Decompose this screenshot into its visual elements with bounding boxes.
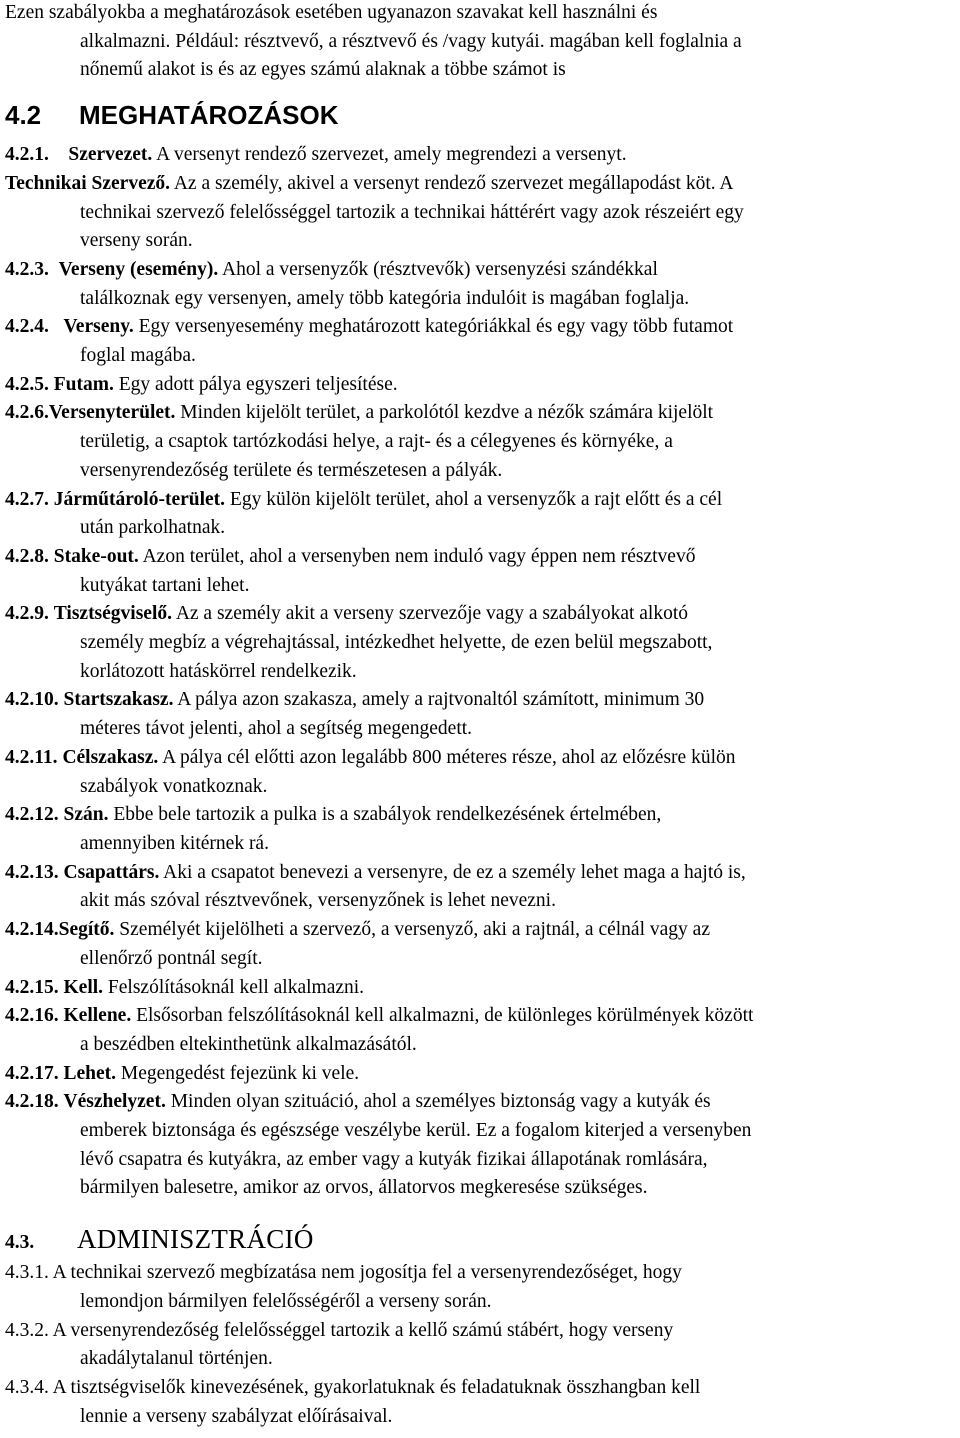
definition-term: Versenyterület.: [48, 402, 176, 424]
admin-item-4-3-4: [0, 1374, 960, 1431]
definition-text: Az a személy, akivel a versenyt rendező szervezet megállapodást köt. A: [170, 172, 734, 194]
definition-number: 4.2.8.: [5, 545, 49, 567]
definition-term: Vészhelyzet.: [63, 1091, 166, 1113]
definition-text: kutyákat tartani lehet.: [80, 574, 250, 596]
definition-4-2-9: [0, 600, 960, 686]
definition-text: technikai szervező felelősséggel tartozik a technikai háttérért vagy azok részeiért egy: [80, 201, 744, 223]
definition-4-2-4: [0, 313, 960, 370]
definition-4-2-5: [0, 371, 960, 400]
section-heading-4-2: [0, 101, 960, 141]
admin-item-4-3-1: [0, 1259, 960, 1316]
intro-paragraph: [0, 0, 960, 85]
definition-text: után parkolhatnak.: [80, 517, 226, 539]
definition-text: Felszólításoknál kell alkalmazni.: [103, 976, 365, 998]
definition-term: Kellene.: [63, 1005, 132, 1027]
definition-term: Verseny (esemény).: [58, 258, 219, 280]
definition-number: 4.2.1.: [5, 144, 49, 166]
definition-term: Verseny.: [63, 316, 134, 338]
definition-text: találkoznak egy versenyen, amely több kategória indulóit is magában foglalja.: [80, 287, 690, 309]
definition-term: Technikai Szervező.: [5, 172, 171, 194]
intro-line: alkalmazni. Például: résztvevő, a résztvevő és /vagy kutyái. magában kell foglalnia a: [80, 30, 742, 52]
definition-number: 4.2.17.: [5, 1062, 59, 1084]
definition-term: Stake-out.: [53, 545, 139, 567]
definition-number: 4.2.7.: [5, 488, 49, 510]
item-number: 4.3.1.: [5, 1262, 49, 1284]
item-text: lemondjon bármilyen felelősségéről a verseny során.: [80, 1290, 492, 1312]
definition-text: A versenyt rendező szervezet, amely megrendezi a versenyt.: [152, 144, 627, 166]
definition-4-2-15: [0, 974, 960, 1003]
definition-number: 4.2.12.: [5, 804, 59, 826]
definition-text: lévő csapatra és kutyákra, az ember vagy a kutyák fizikai állapotának romlására,: [80, 1148, 708, 1170]
definition-text: Aki a csapatot benevezi a versenyre, de ez a személy lehet maga a hajtó is,: [159, 861, 746, 883]
definition-term: Segítő.: [58, 919, 115, 941]
definition-text: akit más szóval résztvevőnek, versenyzőnek is lehet nevezni.: [80, 890, 556, 912]
definition-text: A pálya cél előtti azon legalább 800 méteres része, ahol az előzésre külön: [158, 746, 736, 768]
definition-text: amennyiben kitérnek rá.: [80, 832, 269, 854]
definition-number: 4.2.11.: [5, 746, 58, 768]
definition-4-2-8: [0, 543, 960, 600]
definition-text: korlátozott hatáskörrel rendelkezik.: [80, 660, 357, 682]
definition-text: méteres távot jelenti, ahol a segítség megengedett.: [80, 718, 473, 740]
admin-item-4-3-2: [0, 1317, 960, 1374]
definition-text: Ebbe bele tartozik a pulka is a szabályok rendelkezésének értelmében,: [108, 804, 662, 826]
definition-term: Lehet.: [63, 1062, 117, 1084]
definition-text: verseny során.: [80, 230, 193, 252]
section-title: ADMINISZTRÁCIÓ: [77, 1224, 314, 1255]
section-number: 4.3.: [5, 1232, 35, 1254]
definition-4-2-7: [0, 486, 960, 543]
definition-text: Egy külön kijelölt terület, ahol a versenyzők a rajt előtt és a cél: [225, 488, 723, 510]
definition-text: Ahol a versenyzők (résztvevők) versenyzési szándékkal: [218, 258, 658, 280]
definition-text: Az a személy akit a verseny szervezője vagy a szabályokat alkotó: [172, 603, 689, 625]
definition-text: szabályok vonatkoznak.: [80, 775, 268, 797]
definition-4-2-14: [0, 916, 960, 973]
definition-text: emberek biztonsága és egészsége veszélybe kerül. Ez a fogalom kiterjed a versenyben: [80, 1120, 752, 1142]
definition-text: versenyrendezőség területe és természetesen a pályák.: [80, 459, 503, 481]
definition-number: 4.2.9.: [5, 603, 49, 625]
definition-text: Minden olyan szituáció, ahol a személyes biztonság vagy a kutyák és: [165, 1091, 711, 1113]
definition-number: 4.2.5.: [5, 373, 49, 395]
item-text: akadálytalanul történjen.: [80, 1348, 273, 1370]
definition-text: ellenőrző pontnál segít.: [80, 947, 263, 969]
definition-4-2-3: [0, 256, 960, 313]
definition-number: 4.2.14.: [5, 919, 59, 941]
item-text: lennie a verseny szabályzat előírásaival.: [80, 1405, 393, 1427]
definition-term: Célszakasz.: [62, 746, 159, 768]
item-text: A tisztségviselők kinevezésének, gyakorlatuknak és feladatuknak összhangban kell: [48, 1376, 701, 1398]
definition-text: Egy adott pálya egyszeri teljesítése.: [113, 373, 398, 395]
definition-number: 4.2.6.: [5, 402, 49, 424]
definition-number: 4.2.15.: [5, 976, 59, 998]
definition-number: 4.2.18.: [5, 1091, 59, 1113]
section-number: 4.2: [5, 100, 42, 131]
definition-number: 4.2.4.: [5, 316, 49, 338]
definition-number: 4.2.10.: [5, 689, 59, 711]
definition-text: foglal magába.: [80, 345, 196, 367]
definition-term: Szán.: [63, 804, 109, 826]
definition-4-2-10: [0, 686, 960, 743]
definition-4-2-17: [0, 1060, 960, 1089]
item-text: A versenyrendezőség felelősséggel tartozik a kellő számú stábért, hogy verseny: [48, 1319, 674, 1341]
definition-text: Elsősorban felszólításoknál kell alkalmazni, de különleges körülmények között: [131, 1005, 754, 1027]
definition-4-2-18: [0, 1088, 960, 1203]
definition-term: Tisztségviselő.: [53, 603, 173, 625]
definition-number: 4.2.13.: [5, 861, 59, 883]
definition-4-2-12: [0, 801, 960, 858]
section-title: MEGHATÁROZÁSOK: [79, 100, 339, 131]
definition-number: 4.2.16.: [5, 1005, 59, 1027]
definition-term: Startszakasz.: [63, 689, 174, 711]
definition-text: személy megbíz a végrehajtással, intézkedhet helyette, de ezen belül megszabott,: [80, 632, 713, 654]
definition-term: Szervezet.: [68, 144, 153, 166]
definition-text: Személyét kijelölheti a szervező, a versenyző, aki a rajtnál, a célnál vagy az: [114, 919, 710, 941]
definition-text: területig, a csaptok tartózkodási helye, a rajt- és a célegyenes és környéke, a: [80, 431, 673, 453]
intro-line: nőnemű alakot is és az egyes számú alaknak a többe számot is: [80, 59, 566, 81]
intro-line: Ezen szabályokba a meghatározások esetében ugyanazon szavakat kell használni és: [5, 2, 658, 23]
definition-term: Kell.: [63, 976, 104, 998]
definition-text: Azon terület, ahol a versenyben nem induló vagy éppen nem résztvevő: [138, 545, 696, 567]
item-number: 4.3.2.: [5, 1319, 49, 1341]
definition-text: bármilyen balesetre, amikor az orvos, állatorvos megkeresése szükséges.: [80, 1177, 648, 1199]
definition-technikai-szervezo: [0, 170, 960, 256]
item-number: 4.3.4.: [5, 1376, 49, 1398]
definition-term: Futam.: [53, 373, 114, 395]
definition-4-2-11: [0, 744, 960, 801]
definition-4-2-13: [0, 859, 960, 916]
section-heading-4-3: [0, 1225, 960, 1259]
definition-text: a beszédben eltekinthetünk alkalmazásától.: [80, 1033, 417, 1055]
definition-4-2-16: [0, 1002, 960, 1059]
definition-4-2-6: [0, 399, 960, 485]
definition-term: Csapattárs.: [63, 861, 160, 883]
definition-term: Járműtároló-terület.: [53, 488, 226, 510]
definition-4-2-1: [0, 141, 960, 170]
definition-number: 4.2.3.: [5, 258, 49, 280]
item-text: A technikai szervező megbízatása nem jogosítja fel a versenyrendezőséget, hogy: [48, 1262, 682, 1284]
definition-text: A pálya azon szakasza, amely a rajtvonaltól számított, minimum 30: [173, 689, 705, 711]
definition-text: Minden kijelölt terület, a parkolótól kezdve a nézők számára kijelölt: [175, 402, 714, 424]
definition-text: Egy versenyesemény meghatározott kategóriákkal és egy vagy több futamot: [133, 316, 734, 338]
definition-text: Megengedést fejezünk ki vele.: [116, 1062, 360, 1084]
